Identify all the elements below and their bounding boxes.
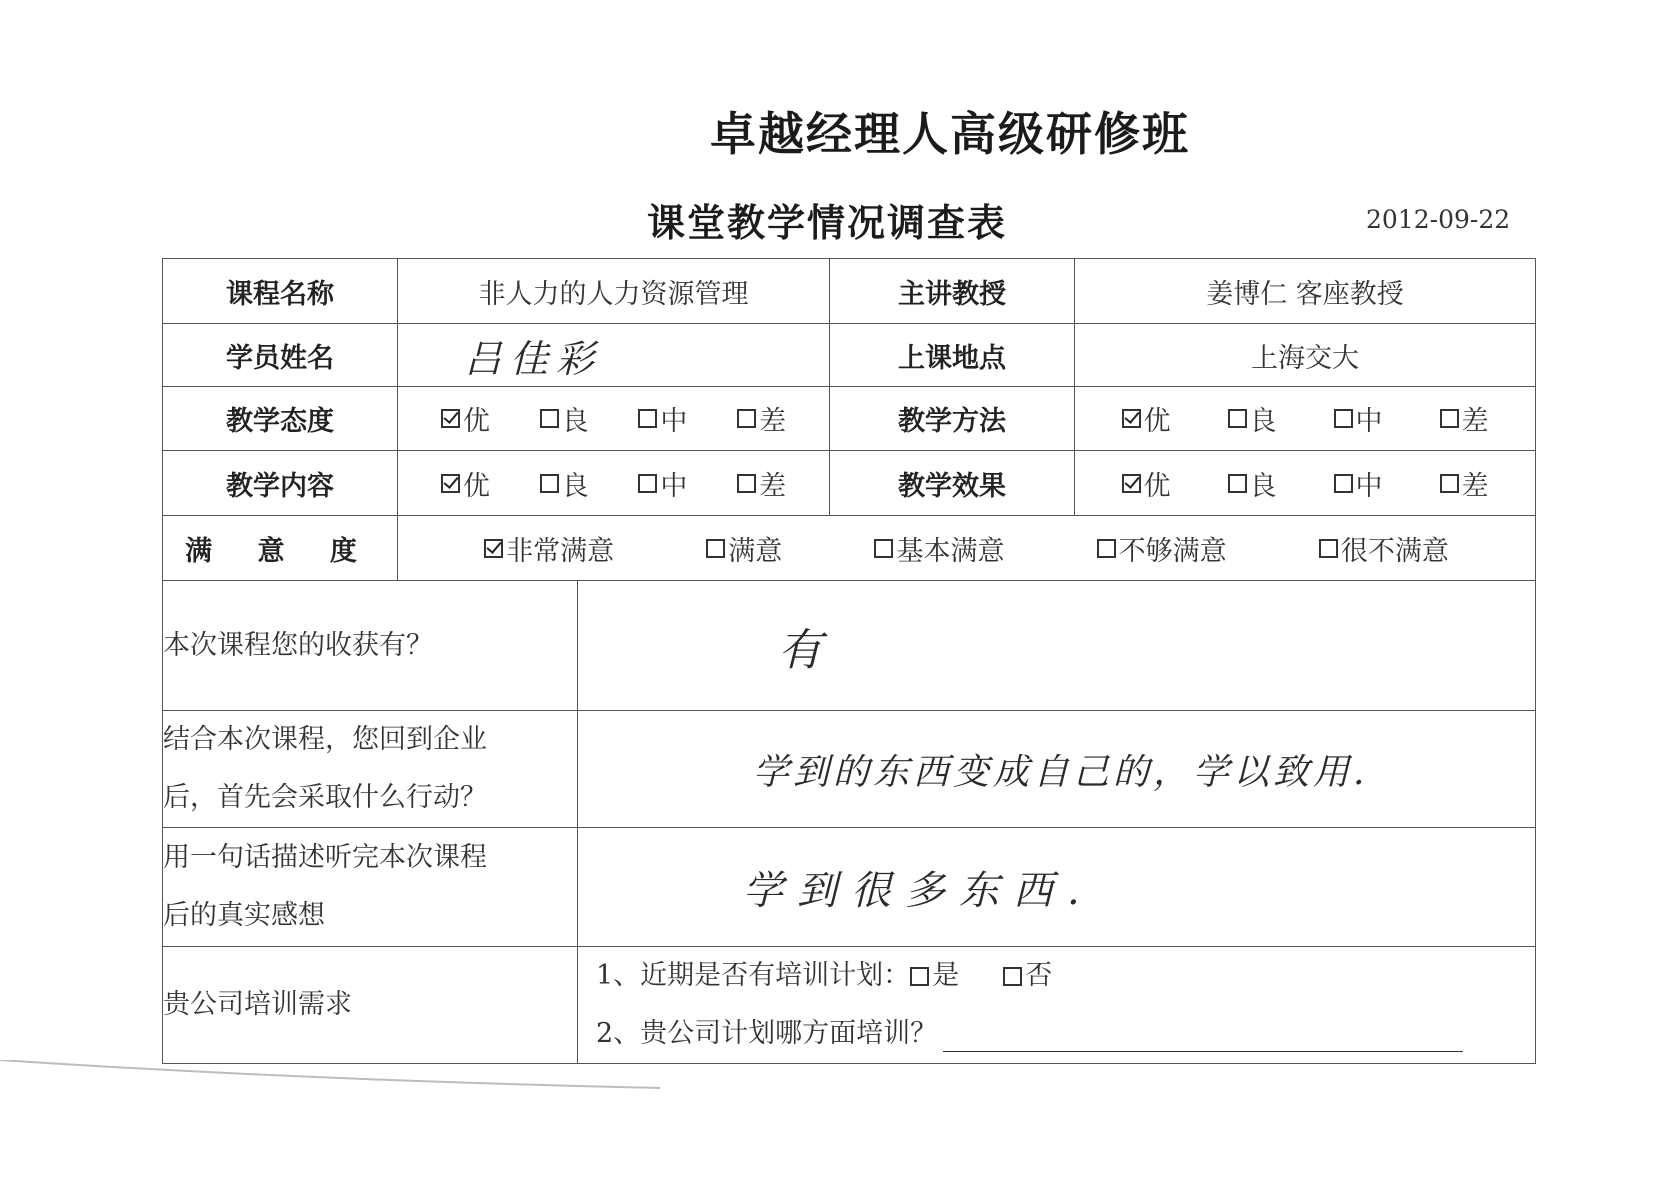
- checkbox-icon[interactable]: [874, 539, 893, 558]
- checkbox-icon[interactable]: [1228, 474, 1247, 493]
- checkbox-icon[interactable]: [1228, 409, 1247, 428]
- row-satisfaction: [163, 516, 1536, 581]
- attitude-option-excellent[interactable]: 优: [441, 399, 490, 438]
- method-option-good[interactable]: 良: [1228, 399, 1277, 438]
- row-feeling: [163, 828, 1536, 947]
- form-date: 2012-09-22: [1366, 205, 1511, 234]
- checkbox-icon[interactable]: [540, 409, 559, 428]
- checkbox-icon[interactable]: [910, 967, 929, 986]
- professor-label: 主讲教授: [830, 259, 1075, 324]
- effect-option-excellent[interactable]: 优: [1122, 464, 1171, 503]
- satisfaction-option-very-dissatisfied[interactable]: 很不满意: [1319, 529, 1449, 568]
- effect-options: [1075, 451, 1536, 516]
- attitude-option-good[interactable]: 良: [540, 399, 589, 438]
- row-attitude: [163, 387, 1536, 451]
- checkbox-icon[interactable]: [1440, 474, 1459, 493]
- method-options: [1075, 387, 1536, 451]
- checked-checkbox-icon[interactable]: [484, 539, 503, 558]
- checked-checkbox-icon[interactable]: [1122, 474, 1141, 493]
- satisfaction-options: [398, 516, 1536, 581]
- content-options: [398, 451, 830, 516]
- effect-option-medium[interactable]: 中: [1334, 464, 1383, 503]
- action-answer-cell[interactable]: [578, 711, 1536, 828]
- checkbox-icon[interactable]: [1334, 409, 1353, 428]
- checkbox-icon[interactable]: [737, 474, 756, 493]
- content-label: 教学内容: [163, 451, 398, 516]
- training-plan-no[interactable]: 否: [1003, 947, 1052, 1005]
- checkbox-icon[interactable]: [1334, 474, 1353, 493]
- survey-table: [162, 258, 1536, 1064]
- course-name-label: 课程名称: [163, 259, 398, 324]
- row-student: [163, 324, 1536, 387]
- checked-checkbox-icon[interactable]: [441, 474, 460, 493]
- checkbox-icon[interactable]: [1319, 539, 1338, 558]
- row-gain: [163, 581, 1536, 711]
- location-value: 上海交大: [1075, 324, 1536, 387]
- row-course: [163, 259, 1536, 324]
- checkbox-icon[interactable]: [540, 474, 559, 493]
- method-option-medium[interactable]: 中: [1334, 399, 1383, 438]
- attitude-option-poor[interactable]: 差: [737, 399, 786, 438]
- student-name-cell[interactable]: [398, 324, 830, 387]
- satisfaction-option-basically-satisfied[interactable]: 基本满意: [874, 529, 1004, 568]
- action-answer-handwriting: 学到的东西变成自己的，学以致用.: [753, 751, 1369, 793]
- feeling-question: [163, 828, 578, 947]
- checkbox-icon[interactable]: [1097, 539, 1116, 558]
- gain-question: 本次课程您的收获有？: [163, 581, 578, 711]
- effect-option-good[interactable]: 良: [1228, 464, 1277, 503]
- row-training-needs: [163, 947, 1536, 1064]
- row-content: [163, 451, 1536, 516]
- course-name-value: 非人力的人力资源管理: [398, 259, 830, 324]
- row-action: [163, 711, 1536, 828]
- training-needs-label: 贵公司培训需求: [163, 947, 578, 1064]
- content-option-medium[interactable]: 中: [638, 464, 687, 503]
- method-label: 教学方法: [830, 387, 1075, 451]
- document-title: 卓越经理人高级研修班: [710, 107, 1190, 161]
- checkbox-icon[interactable]: [706, 539, 725, 558]
- training-area-blank[interactable]: [943, 1017, 1463, 1052]
- checkbox-icon[interactable]: [737, 409, 756, 428]
- form-subtitle: 课堂教学情况调查表: [646, 201, 1007, 245]
- effect-option-poor[interactable]: 差: [1440, 464, 1489, 503]
- training-plan-line: 1、近期是否有培训计划： 是 否: [578, 947, 1535, 1005]
- satisfaction-option-not-satisfied[interactable]: 不够满意: [1097, 529, 1227, 568]
- content-option-poor[interactable]: 差: [737, 464, 786, 503]
- feeling-question-line1: 用一句话描述听完本次课程: [163, 842, 487, 873]
- student-name-label: 学员姓名: [163, 324, 398, 387]
- feeling-answer-handwriting: 学到很多东西.: [743, 867, 1094, 914]
- satisfaction-option-satisfied[interactable]: 满意: [706, 529, 782, 568]
- action-question: [163, 711, 578, 828]
- training-area-line: 2、贵公司计划哪方面培训？: [578, 1005, 1535, 1063]
- checkbox-icon[interactable]: [1003, 967, 1022, 986]
- checked-checkbox-icon[interactable]: [441, 409, 460, 428]
- paper-edge-shadow: [0, 1060, 700, 1100]
- gain-answer-cell[interactable]: [578, 581, 1536, 711]
- attitude-option-medium[interactable]: 中: [638, 399, 687, 438]
- professor-value: 姜博仁 客座教授: [1075, 259, 1536, 324]
- checkbox-icon[interactable]: [1440, 409, 1459, 428]
- satisfaction-label: 满 意 度: [163, 516, 398, 581]
- checkbox-icon[interactable]: [638, 409, 657, 428]
- location-label: 上课地点: [830, 324, 1075, 387]
- feeling-question-line2: 后的真实感想: [163, 900, 325, 931]
- action-question-line2: 后，首先会采取什么行动？: [163, 782, 487, 813]
- satisfaction-option-very-satisfied[interactable]: 非常满意: [484, 529, 614, 568]
- method-option-excellent[interactable]: 优: [1122, 399, 1171, 438]
- action-question-line1: 结合本次课程，您回到企业: [163, 724, 487, 755]
- checked-checkbox-icon[interactable]: [1122, 409, 1141, 428]
- training-plan-yes[interactable]: 是: [910, 947, 959, 1005]
- method-option-poor[interactable]: 差: [1440, 399, 1489, 438]
- training-needs-cell: [578, 947, 1536, 1064]
- content-option-excellent[interactable]: 优: [441, 464, 490, 503]
- attitude-options: [398, 387, 830, 451]
- content-option-good[interactable]: 良: [540, 464, 589, 503]
- student-name-handwriting: 吕佳彩: [464, 336, 603, 381]
- attitude-label: 教学态度: [163, 387, 398, 451]
- gain-answer-handwriting: 有: [778, 624, 830, 676]
- checkbox-icon[interactable]: [638, 474, 657, 493]
- feeling-answer-cell[interactable]: [578, 828, 1536, 947]
- effect-label: 教学效果: [830, 451, 1075, 516]
